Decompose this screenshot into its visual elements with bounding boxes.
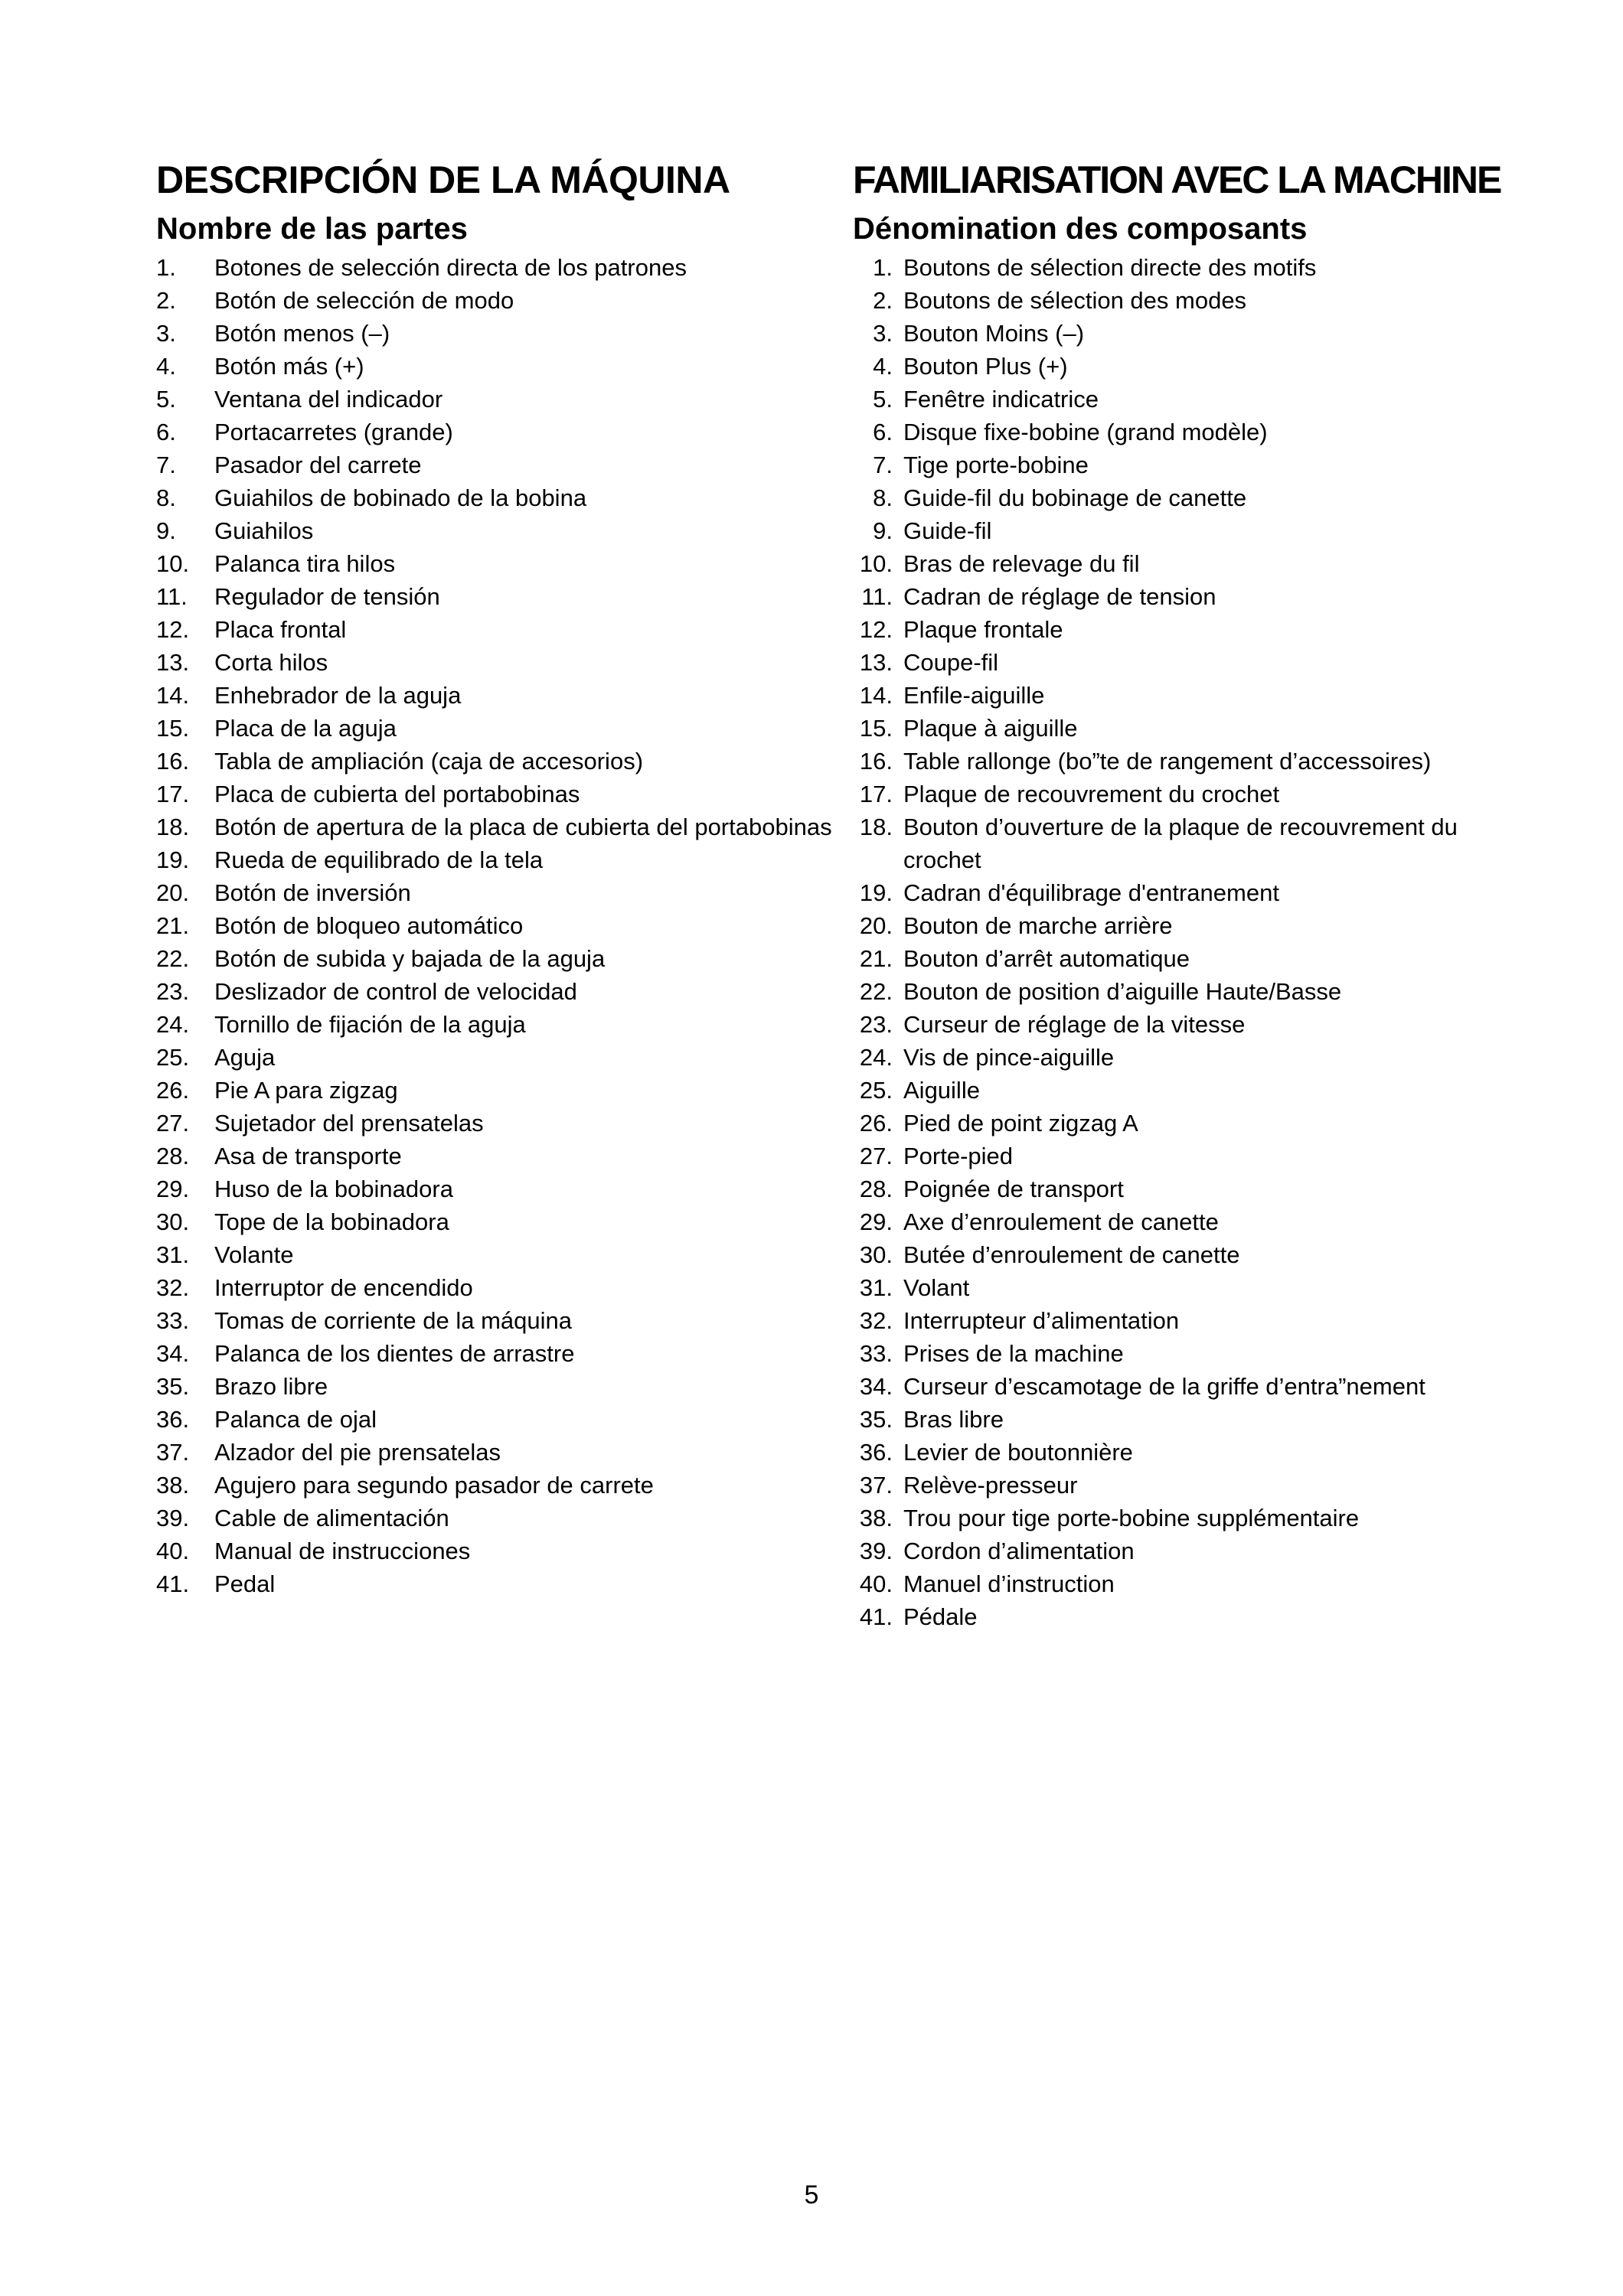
item-label: Tope de la bobinadora bbox=[214, 1208, 449, 1235]
item-label: Bouton de marche arrière bbox=[903, 912, 1173, 939]
item-number: 13. bbox=[859, 649, 893, 676]
list-item bbox=[156, 1205, 845, 1238]
page-number: 5 bbox=[804, 2180, 819, 2210]
list-item bbox=[156, 679, 845, 712]
item-number: 20. bbox=[156, 879, 190, 906]
item-label: Pédale bbox=[903, 1603, 978, 1630]
item-number: 32. bbox=[156, 1274, 190, 1301]
item-number: 25. bbox=[156, 1044, 190, 1071]
item-number: 33. bbox=[859, 1340, 893, 1367]
item-number: 38. bbox=[859, 1505, 893, 1531]
item-number: 6. bbox=[156, 419, 176, 445]
item-number: 27. bbox=[156, 1110, 190, 1137]
item-number: 33. bbox=[156, 1307, 190, 1334]
french-subtitle: Dénomination des composants bbox=[853, 212, 1308, 246]
item-label: Sujetador del prensatelas bbox=[214, 1110, 484, 1137]
item-label: Placa frontal bbox=[214, 616, 347, 643]
item-label: Enfile-aiguille bbox=[903, 682, 1045, 709]
item-number: 18. bbox=[156, 814, 190, 840]
item-number: 8. bbox=[873, 484, 893, 511]
item-number: 15. bbox=[156, 715, 190, 742]
item-number: 4. bbox=[156, 353, 176, 380]
item-number: 12. bbox=[859, 616, 893, 643]
item-number: 22. bbox=[156, 945, 190, 972]
list-item bbox=[156, 778, 845, 810]
item-label: Cable de alimentación bbox=[214, 1505, 449, 1531]
spanish-parts-list bbox=[156, 251, 845, 1600]
list-item bbox=[156, 1238, 845, 1271]
item-number: 4. bbox=[873, 353, 893, 380]
list-item bbox=[853, 383, 1542, 416]
list-item bbox=[853, 1469, 1542, 1502]
item-number: 28. bbox=[859, 1176, 893, 1202]
item-label: Rueda de equilibrado de la tela bbox=[214, 846, 544, 873]
list-item bbox=[156, 1172, 845, 1205]
list-item bbox=[853, 1436, 1542, 1469]
item-number: 39. bbox=[156, 1505, 190, 1531]
item-label: Tornillo de fijación de la aguja bbox=[214, 1011, 526, 1038]
list-item bbox=[853, 1600, 1542, 1633]
item-number: 31. bbox=[156, 1241, 190, 1268]
item-label: Relève-presseur bbox=[903, 1472, 1078, 1499]
list-item bbox=[156, 1304, 845, 1337]
item-number: 24. bbox=[156, 1011, 190, 1038]
item-number: 41. bbox=[859, 1603, 893, 1630]
list-item bbox=[156, 1008, 845, 1041]
item-label: Bouton Plus (+) bbox=[903, 353, 1068, 380]
spanish-subtitle: Nombre de las partes bbox=[156, 212, 468, 246]
item-number: 24. bbox=[859, 1044, 893, 1071]
item-label: Prises de la machine bbox=[903, 1340, 1124, 1367]
list-item bbox=[156, 942, 845, 975]
item-label: Placa de la aguja bbox=[214, 715, 397, 742]
item-label: Guide-fil bbox=[903, 517, 992, 544]
list-item bbox=[853, 613, 1542, 646]
item-number: 36. bbox=[859, 1439, 893, 1466]
item-label: Cadran de réglage de tension bbox=[903, 583, 1216, 610]
item-label: Bouton d’arrêt automatique bbox=[903, 945, 1190, 972]
item-number: 18. bbox=[859, 814, 893, 840]
list-item bbox=[853, 1502, 1542, 1534]
item-label: Curseur d’escamotage de la griffe d’entra”nement bbox=[903, 1373, 1425, 1400]
list-item bbox=[156, 876, 845, 909]
item-number: 23. bbox=[156, 978, 190, 1005]
list-item bbox=[156, 975, 845, 1008]
list-item bbox=[156, 1469, 845, 1502]
item-label: Plaque de recouvrement du crochet bbox=[903, 781, 1280, 807]
item-number: 27. bbox=[859, 1143, 893, 1169]
item-number: 32. bbox=[859, 1307, 893, 1334]
item-label: Pasador del carrete bbox=[214, 452, 422, 478]
list-item bbox=[853, 876, 1542, 909]
list-item bbox=[853, 975, 1542, 1008]
list-item bbox=[853, 1403, 1542, 1436]
item-number: 41. bbox=[156, 1570, 190, 1597]
item-number: 35. bbox=[859, 1406, 893, 1433]
french-column bbox=[853, 156, 1542, 1633]
list-item bbox=[853, 1140, 1542, 1172]
item-number: 14. bbox=[859, 682, 893, 709]
item-number: 28. bbox=[156, 1143, 190, 1169]
list-item bbox=[156, 1403, 845, 1436]
item-label: Butée d’enroulement de canette bbox=[903, 1241, 1240, 1268]
item-number: 31. bbox=[859, 1274, 893, 1301]
item-label: Pedal bbox=[214, 1570, 276, 1597]
spanish-title: DESCRIPCIÓN DE LA MÁQUINA bbox=[156, 158, 730, 201]
item-label: Regulador de tensión bbox=[214, 583, 440, 610]
item-label: Manual de instrucciones bbox=[214, 1538, 471, 1564]
list-item bbox=[156, 1502, 845, 1534]
list-item bbox=[156, 843, 845, 876]
list-item bbox=[853, 1238, 1542, 1271]
item-label: Botón de bloqueo automático bbox=[214, 912, 524, 939]
item-label: Boutons de sélection directe des motifs bbox=[903, 254, 1317, 281]
item-label: Palanca de ojal bbox=[214, 1406, 377, 1433]
list-item bbox=[853, 1337, 1542, 1370]
item-label: Botón menos (–) bbox=[214, 320, 390, 347]
list-item bbox=[156, 745, 845, 778]
list-item bbox=[853, 1567, 1542, 1600]
item-number: 17. bbox=[156, 781, 190, 807]
item-label: Cordon d’alimentation bbox=[903, 1538, 1135, 1564]
item-label: Brazo libre bbox=[214, 1373, 328, 1400]
item-number: 29. bbox=[859, 1208, 893, 1235]
list-item bbox=[853, 580, 1542, 613]
item-label: Curseur de réglage de la vitesse bbox=[903, 1011, 1246, 1038]
item-number: 9. bbox=[873, 517, 893, 544]
item-number: 1. bbox=[156, 254, 176, 281]
list-item bbox=[156, 1436, 845, 1469]
item-label: Fenêtre indicatrice bbox=[903, 386, 1099, 413]
list-item bbox=[156, 1107, 845, 1140]
item-label: Manuel d’instruction bbox=[903, 1570, 1115, 1597]
list-item bbox=[156, 1271, 845, 1304]
list-item bbox=[853, 810, 1542, 876]
list-item bbox=[156, 1337, 845, 1370]
item-label: Botón de selección de modo bbox=[214, 287, 514, 314]
item-label: Pie A para zigzag bbox=[214, 1077, 398, 1104]
item-number: 2. bbox=[156, 287, 176, 314]
item-number: 35. bbox=[156, 1373, 190, 1400]
list-item bbox=[156, 416, 845, 448]
item-label: Guiahilos bbox=[214, 517, 314, 544]
item-label: Interrupteur d’alimentation bbox=[903, 1307, 1180, 1334]
list-item bbox=[853, 679, 1542, 712]
item-label: Agujero para segundo pasador de carrete bbox=[214, 1472, 654, 1499]
list-item bbox=[156, 350, 845, 383]
item-label: Pied de point zigzag A bbox=[903, 1110, 1138, 1137]
item-number: 5. bbox=[873, 386, 893, 413]
list-item bbox=[156, 580, 845, 613]
item-label: Palanca de los dientes de arrastre bbox=[214, 1340, 575, 1367]
item-number: 26. bbox=[859, 1110, 893, 1137]
item-label: Disque fixe-bobine (grand modèle) bbox=[903, 419, 1268, 445]
item-number: 9. bbox=[156, 517, 176, 544]
item-label: Volante bbox=[214, 1241, 294, 1268]
item-label: Plaque à aiguille bbox=[903, 715, 1078, 742]
item-number: 39. bbox=[859, 1538, 893, 1564]
item-number: 38. bbox=[156, 1472, 190, 1499]
item-label: Botones de selección directa de los patrones bbox=[214, 254, 687, 281]
list-item bbox=[156, 284, 845, 317]
item-number: 14. bbox=[156, 682, 190, 709]
list-item bbox=[853, 1271, 1542, 1304]
list-item bbox=[853, 317, 1542, 350]
item-label: Volant bbox=[903, 1274, 970, 1301]
list-item bbox=[156, 1567, 845, 1600]
list-item bbox=[156, 514, 845, 547]
list-item bbox=[853, 251, 1542, 284]
item-number: 40. bbox=[156, 1538, 190, 1564]
item-number: 19. bbox=[859, 879, 893, 906]
item-number: 5. bbox=[156, 386, 176, 413]
item-number: 10. bbox=[156, 550, 190, 577]
item-number: 20. bbox=[859, 912, 893, 939]
list-item bbox=[853, 514, 1542, 547]
item-number: 1. bbox=[873, 254, 893, 281]
item-label: Botón de inversión bbox=[214, 879, 411, 906]
item-label: Botón más (+) bbox=[214, 353, 364, 380]
list-item bbox=[156, 613, 845, 646]
item-number: 10. bbox=[859, 550, 893, 577]
item-number: 11. bbox=[861, 583, 893, 610]
item-label: Levier de boutonnière bbox=[903, 1439, 1133, 1466]
list-item bbox=[853, 416, 1542, 448]
list-item bbox=[156, 481, 845, 514]
item-label: Bouton d’ouverture de la plaque de recouvrement du crochet bbox=[903, 814, 1458, 873]
item-label: Coupe-fil bbox=[903, 649, 999, 676]
item-label: Axe d’enroulement de canette bbox=[903, 1208, 1219, 1235]
list-item bbox=[853, 1304, 1542, 1337]
item-number: 19. bbox=[156, 846, 190, 873]
item-number: 40. bbox=[859, 1570, 893, 1597]
item-number: 34. bbox=[156, 1340, 190, 1367]
item-label: Asa de transporte bbox=[214, 1143, 402, 1169]
item-label: Vis de pince-aiguille bbox=[903, 1044, 1115, 1071]
list-item bbox=[853, 547, 1542, 580]
item-number: 37. bbox=[859, 1472, 893, 1499]
item-label: Portacarretes (grande) bbox=[214, 419, 453, 445]
item-number: 6. bbox=[873, 419, 893, 445]
list-item bbox=[853, 1172, 1542, 1205]
item-label: Bras de relevage du fil bbox=[903, 550, 1140, 577]
item-number: 3. bbox=[156, 320, 176, 347]
item-label: Guide-fil du bobinage de canette bbox=[903, 484, 1247, 511]
list-item bbox=[853, 1205, 1542, 1238]
list-item bbox=[156, 1041, 845, 1074]
item-number: 16. bbox=[859, 748, 893, 775]
list-item bbox=[156, 712, 845, 745]
item-label: Bouton Moins (–) bbox=[903, 320, 1085, 347]
list-item bbox=[156, 547, 845, 580]
item-label: Poignée de transport bbox=[903, 1176, 1124, 1202]
list-item bbox=[853, 1534, 1542, 1567]
item-label: Ventana del indicador bbox=[214, 386, 443, 413]
list-item bbox=[853, 481, 1542, 514]
item-number: 22. bbox=[859, 978, 893, 1005]
item-number: 3. bbox=[873, 320, 893, 347]
item-label: Huso de la bobinadora bbox=[214, 1176, 453, 1202]
item-label: Plaque frontale bbox=[903, 616, 1063, 643]
item-label: Aiguille bbox=[903, 1077, 980, 1104]
item-number: 17. bbox=[859, 781, 893, 807]
item-label: Aguja bbox=[214, 1044, 276, 1071]
list-item bbox=[156, 1534, 845, 1567]
item-number: 30. bbox=[859, 1241, 893, 1268]
item-label: Botón de subida y bajada de la aguja bbox=[214, 945, 606, 972]
item-label: Trou pour tige porte-bobine supplémentaire bbox=[903, 1505, 1360, 1531]
list-item bbox=[853, 646, 1542, 679]
list-item bbox=[853, 1008, 1542, 1041]
list-item bbox=[853, 712, 1542, 745]
item-number: 34. bbox=[859, 1373, 893, 1400]
list-item bbox=[156, 1140, 845, 1172]
item-number: 25. bbox=[859, 1077, 893, 1104]
item-label: Porte-pied bbox=[903, 1143, 1014, 1169]
item-number: 2. bbox=[873, 287, 893, 314]
list-item bbox=[156, 317, 845, 350]
list-item bbox=[853, 778, 1542, 810]
item-label: Table rallonge (bo”te de rangement d’accessoires) bbox=[903, 748, 1432, 775]
list-item bbox=[156, 909, 845, 942]
list-item bbox=[156, 1074, 845, 1107]
list-item bbox=[853, 745, 1542, 778]
item-label: Alzador del pie prensatelas bbox=[214, 1439, 501, 1466]
item-number: 7. bbox=[156, 452, 176, 478]
list-item bbox=[853, 909, 1542, 942]
list-item bbox=[156, 810, 845, 843]
item-label: Bouton de position d’aiguille Haute/Basse bbox=[903, 978, 1342, 1005]
list-item bbox=[853, 1107, 1542, 1140]
list-item bbox=[853, 1041, 1542, 1074]
item-number: 37. bbox=[156, 1439, 190, 1466]
list-item bbox=[853, 448, 1542, 481]
list-item bbox=[853, 350, 1542, 383]
item-number: 8. bbox=[156, 484, 176, 511]
list-item bbox=[156, 1370, 845, 1403]
item-number: 11. bbox=[156, 583, 188, 610]
list-item bbox=[853, 942, 1542, 975]
item-label: Deslizador de control de velocidad bbox=[214, 978, 577, 1005]
item-label: Bras libre bbox=[903, 1406, 1004, 1433]
item-label: Tomas de corriente de la máquina bbox=[214, 1307, 572, 1334]
item-number: 36. bbox=[156, 1406, 190, 1433]
list-item bbox=[853, 1370, 1542, 1403]
list-item bbox=[853, 284, 1542, 317]
item-number: 21. bbox=[156, 912, 190, 939]
french-parts-list bbox=[853, 251, 1542, 1633]
spanish-column bbox=[156, 156, 845, 1600]
item-label: Tabla de ampliación (caja de accesorios) bbox=[214, 748, 644, 775]
item-label: Guiahilos de bobinado de la bobina bbox=[214, 484, 587, 511]
item-number: 26. bbox=[156, 1077, 190, 1104]
item-number: 23. bbox=[859, 1011, 893, 1038]
item-label: Placa de cubierta del portabobinas bbox=[214, 781, 580, 807]
item-number: 7. bbox=[873, 452, 893, 478]
item-label: Interruptor de encendido bbox=[214, 1274, 473, 1301]
list-item bbox=[156, 448, 845, 481]
item-number: 13. bbox=[156, 649, 190, 676]
item-number: 21. bbox=[859, 945, 893, 972]
item-label: Cadran d'équilibrage d'entranement bbox=[903, 879, 1279, 906]
item-label: Palanca tira hilos bbox=[214, 550, 396, 577]
french-title: FAMILIARISATION AVEC LA MACHINE bbox=[853, 158, 1501, 201]
item-number: 15. bbox=[859, 715, 893, 742]
list-item bbox=[853, 1074, 1542, 1107]
item-label: Tige porte-bobine bbox=[903, 452, 1089, 478]
item-label: Boutons de sélection des modes bbox=[903, 287, 1247, 314]
item-number: 16. bbox=[156, 748, 190, 775]
item-number: 30. bbox=[156, 1208, 190, 1235]
item-label: Corta hilos bbox=[214, 649, 328, 676]
item-label: Botón de apertura de la placa de cubierta del portabobinas bbox=[214, 814, 832, 840]
item-number: 12. bbox=[156, 616, 190, 643]
item-label: Enhebrador de la aguja bbox=[214, 682, 462, 709]
list-item bbox=[156, 251, 845, 284]
list-item bbox=[156, 646, 845, 679]
item-number: 29. bbox=[156, 1176, 190, 1202]
list-item bbox=[156, 383, 845, 416]
